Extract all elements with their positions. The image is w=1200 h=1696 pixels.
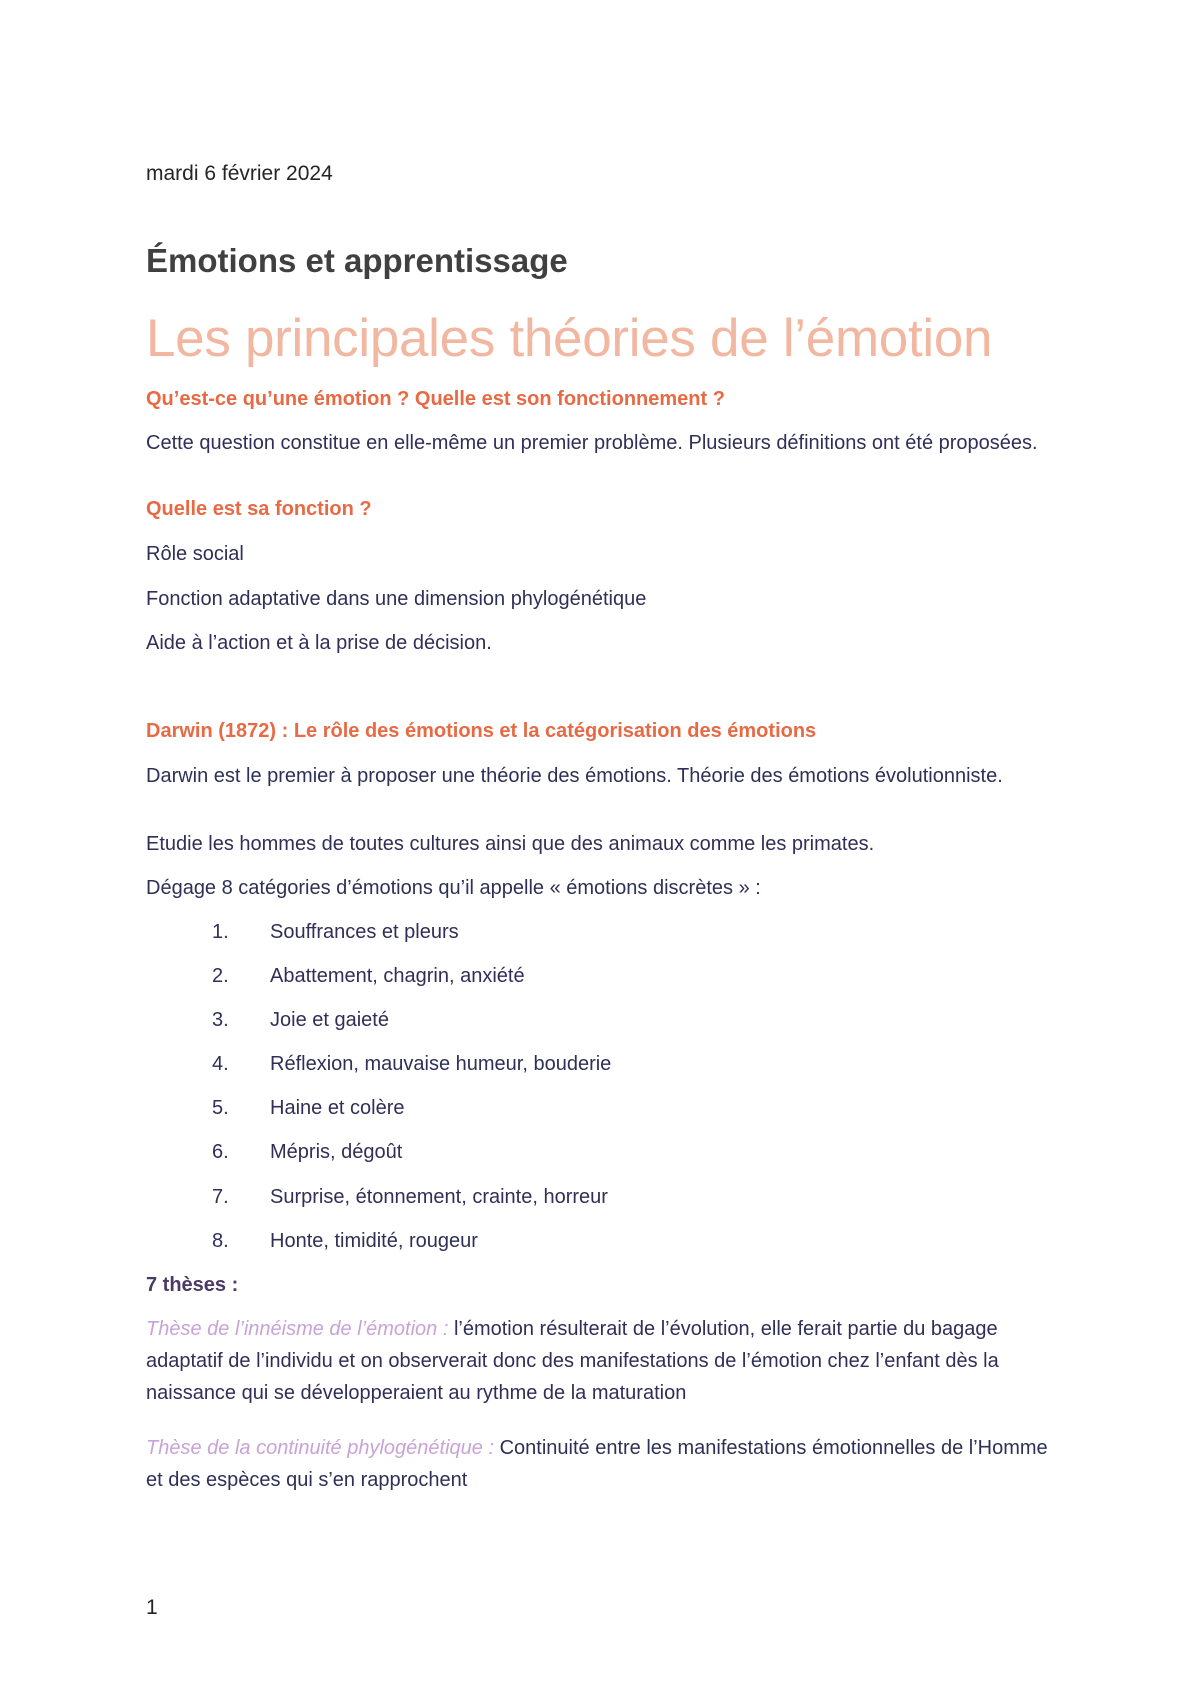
- thesis-label: Thèse de l’innéisme de l’émotion :: [146, 1318, 449, 1340]
- list-text: Réflexion, mauvaise humeur, bouderie: [270, 1053, 612, 1075]
- list-number: 8.: [212, 1230, 229, 1252]
- darwin-paragraph-1: Darwin est le premier à proposer une théorie des émotions. Théorie des émotions évolutionniste.: [146, 765, 1003, 787]
- section-heading-darwin: Darwin (1872) : Le rôle des émotions et la catégorisation des émotions: [146, 720, 817, 742]
- thesis-label: Thèse de la continuité phylogénétique :: [146, 1437, 495, 1459]
- list-text: Surprise, étonnement, crainte, horreur: [270, 1186, 608, 1208]
- list-text: Mépris, dégoût: [270, 1141, 403, 1163]
- list-number: 6.: [212, 1141, 229, 1163]
- definition-paragraph: Cette question constitue en elle-même un premier problème. Plusieurs définitions ont été proposées.: [146, 432, 1038, 454]
- list-text: Abattement, chagrin, anxiété: [270, 965, 525, 987]
- thesis-paragraph: [146, 1313, 1066, 1409]
- theses-title: 7 thèses :: [146, 1274, 239, 1296]
- document-title: Émotions et apprentissage: [146, 242, 568, 279]
- list-text: Joie et gaieté: [270, 1009, 389, 1031]
- thesis-text: Continuité entre les manifestations émotionnelles de l’Homme et des espèces qui s’en rapprochent: [146, 1437, 1048, 1491]
- list-text: Honte, timidité, rougeur: [270, 1230, 478, 1252]
- list-number: 2.: [212, 965, 229, 987]
- function-item: Rôle social: [146, 543, 244, 565]
- list-number: 3.: [212, 1009, 229, 1031]
- section-heading-definition: Qu’est-ce qu’une émotion ? Quelle est son fonctionnement ?: [146, 388, 725, 410]
- main-heading: Les principales théories de l’émotion: [146, 309, 993, 368]
- section-heading-function: Quelle est sa fonction ?: [146, 498, 372, 520]
- darwin-paragraph-3: Dégage 8 catégories d’émotions qu’il appelle « émotions discrètes » :: [146, 877, 761, 899]
- thesis-paragraph: [146, 1432, 1066, 1496]
- list-number: 4.: [212, 1053, 229, 1075]
- list-text: Haine et colère: [270, 1097, 405, 1119]
- list-number: 5.: [212, 1097, 229, 1119]
- page-number: 1: [146, 1596, 158, 1619]
- list-number: 1.: [212, 921, 229, 943]
- list-number: 7.: [212, 1186, 229, 1208]
- date-line: mardi 6 février 2024: [146, 162, 333, 185]
- list-text: Souffrances et pleurs: [270, 921, 459, 943]
- function-item: Aide à l’action et à la prise de décision.: [146, 632, 492, 654]
- darwin-paragraph-2: Etudie les hommes de toutes cultures ainsi que des animaux comme les primates.: [146, 833, 875, 855]
- thesis-text: l’émotion résulterait de l’évolution, elle ferait partie du bagage adaptatif de l’individu et on observerait donc des manifestations de l’émotion chez l’enfant dès la naissance qui se développeraient au rythme de la maturation: [146, 1318, 999, 1404]
- function-item: Fonction adaptative dans une dimension phylogénétique: [146, 588, 647, 610]
